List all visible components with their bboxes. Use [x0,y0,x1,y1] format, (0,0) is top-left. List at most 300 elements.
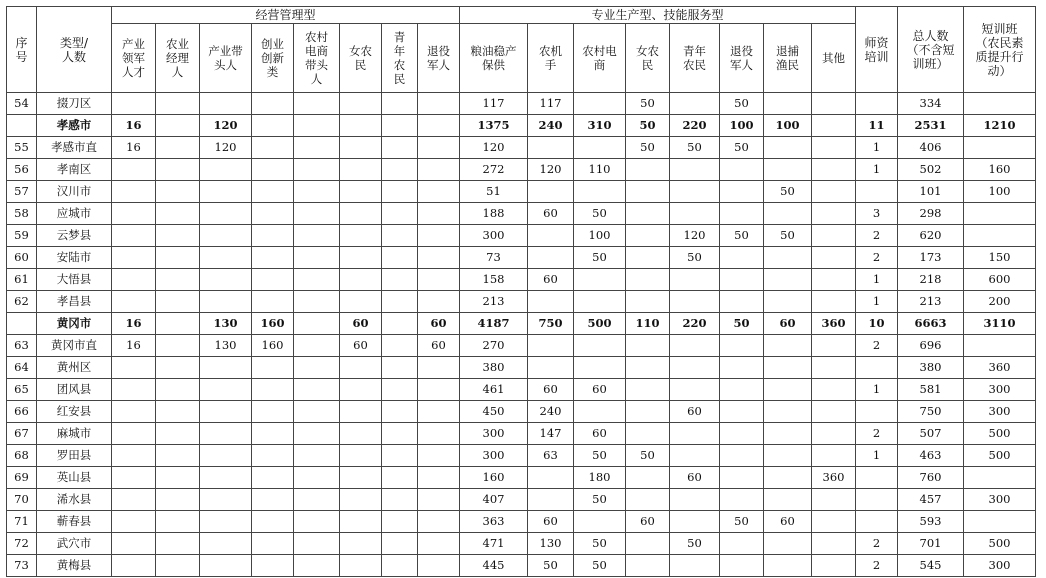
table-cell: 334 [898,93,964,115]
table-cell [418,269,460,291]
table-cell: 16 [112,137,156,159]
table-cell: 500 [964,423,1036,445]
table-cell [812,489,856,511]
row-region-name: 浠水县 [37,489,112,511]
row-region-name: 孝感市 [37,115,112,137]
table-cell [720,181,764,203]
row-region-name: 孝昌县 [37,291,112,313]
table-cell [156,225,200,247]
table-cell [626,555,670,577]
table-cell: 60 [764,313,812,335]
table-cell [340,379,382,401]
row-region-name: 蕲春县 [37,511,112,533]
table-cell: 73 [460,247,528,269]
table-cell [382,555,418,577]
table-cell [252,203,294,225]
table-cell [340,511,382,533]
table-cell: 160 [964,159,1036,181]
table-cell: 50 [626,115,670,137]
table-cell [626,467,670,489]
table-cell [294,137,340,159]
table-cell: 240 [528,115,574,137]
table-cell [156,555,200,577]
table-cell [812,181,856,203]
table-cell: 50 [764,225,812,247]
table-cell [764,379,812,401]
table-cell [382,379,418,401]
table-cell: 16 [112,313,156,335]
header-production-col: 农机 手 [528,24,574,93]
table-cell [156,203,200,225]
table-cell [294,511,340,533]
table-cell [670,335,720,357]
table-row [7,137,1036,159]
header-seq: 序 号 [7,7,37,93]
row-seq: 58 [7,203,37,225]
table-cell [156,379,200,401]
table-cell [764,533,812,555]
table-row [7,181,1036,203]
table-row [7,313,1036,335]
row-seq: 70 [7,489,37,511]
row-region-name: 孝感市直 [37,137,112,159]
table-cell [200,93,252,115]
table-cell: 11 [856,115,898,137]
table-cell [382,467,418,489]
table-cell: 500 [964,533,1036,555]
table-cell: 2 [856,423,898,445]
table-cell [812,445,856,467]
table-cell [294,467,340,489]
table-cell [418,247,460,269]
table-cell [964,225,1036,247]
table-cell [156,247,200,269]
header-management-col: 女农 民 [340,24,382,93]
table-cell [252,115,294,137]
table-cell [720,533,764,555]
table-cell: 50 [720,225,764,247]
table-cell: 100 [764,115,812,137]
table-cell [340,489,382,511]
table-cell [418,489,460,511]
row-seq [7,115,37,137]
table-cell [528,181,574,203]
training-quota-table [6,6,1036,577]
table-cell [764,291,812,313]
table-cell [156,423,200,445]
table-cell [812,137,856,159]
table-cell [856,181,898,203]
table-cell: 50 [670,533,720,555]
table-row [7,115,1036,137]
table-cell: 60 [528,203,574,225]
table-cell [340,225,382,247]
table-cell: 600 [964,269,1036,291]
table-cell [382,269,418,291]
table-cell: 160 [252,335,294,357]
table-cell [252,445,294,467]
header-management-col: 青 年 农 民 [382,24,418,93]
table-cell [252,533,294,555]
table-cell: 4187 [460,313,528,335]
table-cell: 471 [460,533,528,555]
table-cell: 173 [898,247,964,269]
header-total: 总人数 （不含短 训班） [898,7,964,93]
table-cell [528,247,574,269]
table-cell [418,379,460,401]
table-cell [418,533,460,555]
table-cell [340,357,382,379]
table-cell [156,533,200,555]
table-cell [156,269,200,291]
table-cell [340,423,382,445]
table-cell [418,401,460,423]
table-cell: 380 [898,357,964,379]
row-region-name: 英山县 [37,467,112,489]
table-cell [626,159,670,181]
table-cell: 110 [626,313,670,335]
table-cell [382,159,418,181]
table-row [7,247,1036,269]
table-cell: 110 [574,159,626,181]
table-cell [626,225,670,247]
table-cell: 50 [528,555,574,577]
table-cell: 60 [418,335,460,357]
table-cell [856,467,898,489]
table-cell: 581 [898,379,964,401]
header-production-col: 其他 [812,24,856,93]
table-cell [200,401,252,423]
table-cell [112,511,156,533]
table-cell: 300 [964,555,1036,577]
table-cell [382,335,418,357]
table-cell [252,489,294,511]
table-cell [418,291,460,313]
row-seq: 63 [7,335,37,357]
table-cell [200,247,252,269]
table-cell [528,225,574,247]
table-cell [812,269,856,291]
table-cell [720,379,764,401]
header-production-col: 退役 军人 [720,24,764,93]
table-cell [294,291,340,313]
table-cell [670,203,720,225]
table-cell [764,203,812,225]
table-row [7,291,1036,313]
table-cell: 100 [964,181,1036,203]
table-cell: 50 [574,555,626,577]
table-cell [626,269,670,291]
row-seq: 60 [7,247,37,269]
table-cell [720,291,764,313]
table-row [7,401,1036,423]
table-cell [626,357,670,379]
table-cell [574,401,626,423]
header-management-col: 产业带 头人 [200,24,252,93]
table-cell [720,335,764,357]
table-cell: 10 [856,313,898,335]
table-cell [252,93,294,115]
table-cell: 218 [898,269,964,291]
table-row [7,225,1036,247]
table-cell [382,313,418,335]
table-cell: 450 [460,401,528,423]
table-cell [812,335,856,357]
table-cell [294,401,340,423]
table-cell [764,159,812,181]
table-row [7,203,1036,225]
row-seq: 67 [7,423,37,445]
table-cell [200,533,252,555]
row-region-name: 云梦县 [37,225,112,247]
table-cell: 120 [200,115,252,137]
table-row [7,511,1036,533]
table-cell [156,489,200,511]
table-cell [252,225,294,247]
table-cell: 150 [964,247,1036,269]
table-cell: 300 [460,445,528,467]
table-cell [200,203,252,225]
table-cell [764,357,812,379]
table-cell: 1210 [964,115,1036,137]
table-cell: 50 [720,137,764,159]
table-cell [382,423,418,445]
table-cell [670,379,720,401]
row-seq: 64 [7,357,37,379]
table-cell: 180 [574,467,626,489]
row-region-name: 孝南区 [37,159,112,181]
table-cell [720,555,764,577]
table-cell [626,423,670,445]
table-cell: 147 [528,423,574,445]
table-cell: 120 [460,137,528,159]
table-cell [156,137,200,159]
table-cell [340,181,382,203]
table-cell [720,269,764,291]
table-cell [382,203,418,225]
table-cell [418,225,460,247]
row-seq: 56 [7,159,37,181]
table-cell: 63 [528,445,574,467]
table-cell [670,159,720,181]
table-cell: 60 [626,511,670,533]
table-cell: 300 [460,225,528,247]
table-cell [670,555,720,577]
table-cell: 60 [528,269,574,291]
table-cell [252,467,294,489]
table-cell: 363 [460,511,528,533]
table-cell: 445 [460,555,528,577]
header-teacher-training: 师资 培训 [856,7,898,93]
table-row [7,445,1036,467]
header-short-course: 短训班 （农民素 质提升行 动） [964,7,1036,93]
table-cell: 220 [670,115,720,137]
table-cell: 2 [856,335,898,357]
table-cell [112,247,156,269]
table-cell [156,445,200,467]
table-cell: 120 [670,225,720,247]
table-cell [112,555,156,577]
table-cell [112,489,156,511]
table-cell: 60 [528,379,574,401]
table-cell [528,291,574,313]
row-seq: 68 [7,445,37,467]
table-cell [720,401,764,423]
table-cell [528,467,574,489]
header-production-col: 女农 民 [626,24,670,93]
table-cell [340,401,382,423]
table-cell [112,401,156,423]
table-cell [856,401,898,423]
table-cell: 696 [898,335,964,357]
table-cell [418,423,460,445]
table-row [7,269,1036,291]
table-cell: 50 [720,511,764,533]
table-row [7,357,1036,379]
table-cell [764,467,812,489]
table-cell [200,423,252,445]
table-cell: 545 [898,555,964,577]
table-cell: 1 [856,137,898,159]
table-cell [418,115,460,137]
table-cell [382,533,418,555]
table-cell: 188 [460,203,528,225]
table-cell: 130 [200,335,252,357]
table-cell: 50 [574,489,626,511]
row-seq: 61 [7,269,37,291]
table-row [7,489,1036,511]
table-cell: 1375 [460,115,528,137]
table-cell [764,401,812,423]
table-cell: 2 [856,225,898,247]
table-cell: 50 [670,247,720,269]
table-cell: 130 [200,313,252,335]
table-cell: 272 [460,159,528,181]
table-cell [764,247,812,269]
table-cell [294,115,340,137]
table-cell [418,357,460,379]
table-cell [294,423,340,445]
table-cell [418,159,460,181]
table-row [7,159,1036,181]
table-cell: 50 [574,445,626,467]
table-cell: 1 [856,445,898,467]
table-cell [418,93,460,115]
table-cell [156,313,200,335]
table-cell [340,93,382,115]
table-cell [574,291,626,313]
table-cell [294,313,340,335]
table-cell [156,401,200,423]
row-seq: 54 [7,93,37,115]
table-cell [720,489,764,511]
row-region-name: 武穴市 [37,533,112,555]
table-cell [340,555,382,577]
table-cell [156,181,200,203]
table-cell [720,357,764,379]
table-cell: 1 [856,159,898,181]
table-cell [720,159,764,181]
table-cell [112,445,156,467]
table-cell: 60 [670,401,720,423]
table-cell [294,93,340,115]
table-cell [670,489,720,511]
table-cell: 3 [856,203,898,225]
table-cell [112,467,156,489]
table-cell [382,93,418,115]
table-cell: 300 [964,401,1036,423]
table-cell [252,423,294,445]
table-cell [626,489,670,511]
table-cell: 213 [898,291,964,313]
table-cell: 16 [112,335,156,357]
table-cell [812,93,856,115]
table-cell [382,291,418,313]
table-cell [528,357,574,379]
table-cell: 50 [670,137,720,159]
table-cell [200,269,252,291]
table-cell [112,269,156,291]
row-region-name: 团风县 [37,379,112,401]
row-region-name: 麻城市 [37,423,112,445]
table-row [7,467,1036,489]
table-cell [964,137,1036,159]
table-cell: 50 [720,313,764,335]
table-cell [340,159,382,181]
table-cell: 300 [964,379,1036,401]
table-cell: 1 [856,379,898,401]
table-cell [340,533,382,555]
table-cell [156,291,200,313]
table-cell [294,159,340,181]
table-cell [812,423,856,445]
table-cell: 2 [856,555,898,577]
table-cell: 50 [626,93,670,115]
table-row [7,335,1036,357]
table-cell [112,93,156,115]
table-cell [964,93,1036,115]
table-cell [670,423,720,445]
table-cell [200,489,252,511]
table-cell [382,137,418,159]
table-cell [112,423,156,445]
table-cell [294,555,340,577]
table-cell [382,115,418,137]
table-cell: 213 [460,291,528,313]
row-region-name: 红安县 [37,401,112,423]
table-cell [156,115,200,137]
table-cell [112,225,156,247]
table-cell [382,489,418,511]
table-cell [812,401,856,423]
table-cell [528,335,574,357]
table-cell: 120 [200,137,252,159]
table-cell [252,379,294,401]
table-cell [764,93,812,115]
table-cell: 407 [460,489,528,511]
table-cell [574,137,626,159]
header-group-management: 经营管理型 [112,7,460,24]
table-cell [112,291,156,313]
table-cell [670,93,720,115]
row-seq: 65 [7,379,37,401]
table-cell [418,555,460,577]
header-management-col: 农业 经理 人 [156,24,200,93]
table-cell [720,467,764,489]
table-cell [626,379,670,401]
table-cell [574,269,626,291]
table-cell [200,555,252,577]
